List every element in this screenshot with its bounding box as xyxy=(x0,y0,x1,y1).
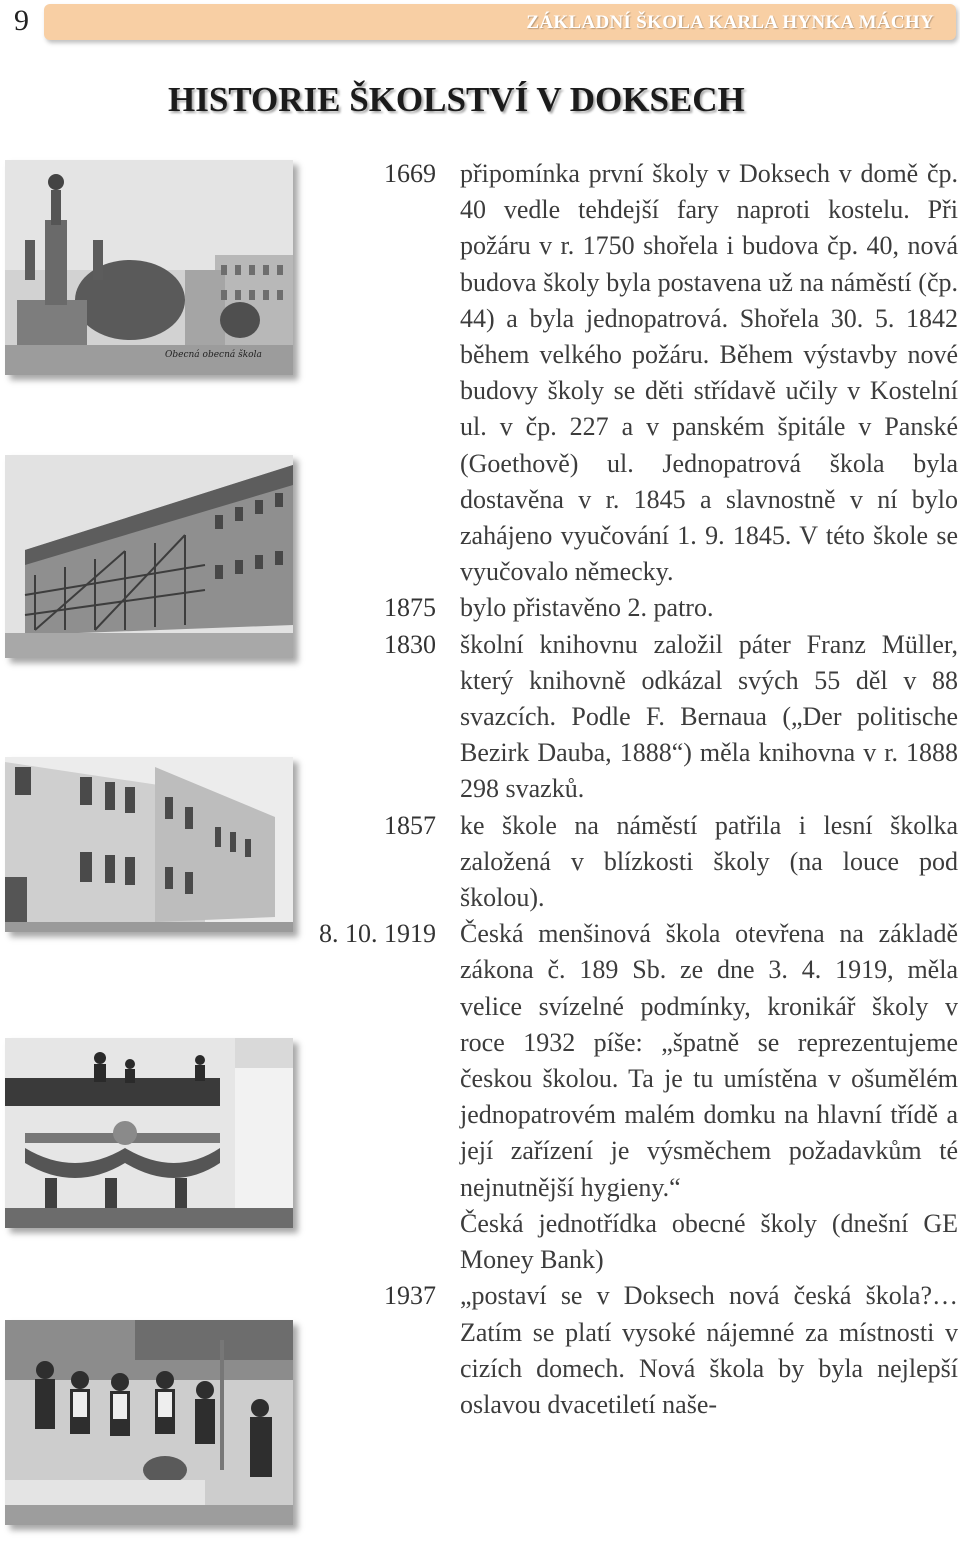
photo-school-street xyxy=(5,757,293,932)
entry-text: Česká menšinová škola otevřena na základě zákona č. 189 Sb. ze dne 3. 4. 1919, měla velice svízelné podmínky, kronikář školy v roce 1932 píše: „špatně se reprezentujeme českou školou. Ta je tu umístěna v ošumělém jednopatrovém malém domku na hlavní třídě a její zařízení je výsměchem požadavkům té nejnutnější hygieny.“ xyxy=(460,919,958,1202)
entry-year: 1875 xyxy=(384,593,436,623)
header-bar xyxy=(44,4,956,40)
entry-text: Česká jednotřídka obecné školy (dnešní GE Money Bank) xyxy=(460,1208,958,1275)
entry-text: ke škole na náměstí patřila i lesní školka založená v blízkosti školy (na louce pod školou). xyxy=(460,810,958,913)
history-timeline xyxy=(318,156,958,1423)
page-title: HISTORIE ŠKOLSTVÍ V DOKSECH xyxy=(168,80,745,119)
entry-text: připomínka první školy v Doksech v domě čp. 40 vedle tehdejší fary naproti kostelu. Při požáru v r. 1750 shořela i budova čp. 40, nová budova školy byla postavena už na náměstí (čp. 44) a byla jednopatrová. Shořela 30. 5. 1842 během velkého požáru. Během výstavby nové budovy školy se děti střídavě učily v Kostelní ul. v čp. 227 a v panském špitále v Panské (Goethově) ul. Jednopatrová škola byla dostavěna v r. 1845 a slavnostně v ní bylo zahájeno vyučování 1. 9. 1845. V této škole se vyučovalo německy. xyxy=(460,159,958,587)
entry-year: 1937 xyxy=(384,1281,436,1311)
photo-caption: Obecná obecná škola xyxy=(165,350,262,360)
page-number: 9 xyxy=(14,4,29,37)
entry-year: 1669 xyxy=(384,159,436,188)
entry-text: školní knihovnu založil páter Franz Müller, který knihovně odkázal svých 55 děl v 88 svazcích. Podle F. Bernaua („Der politische Bezirk Dauba, 1888“) měla knihovna v r. 1888 298 svazků. xyxy=(460,629,958,804)
timeline-entry xyxy=(318,627,958,808)
photo-festive-group xyxy=(5,1320,293,1525)
entry-year: 8. 10. 1919 xyxy=(319,919,436,949)
photo-decorated-building xyxy=(5,1038,293,1228)
timeline-entry xyxy=(318,808,958,917)
timeline-entry xyxy=(318,1206,958,1278)
entry-year xyxy=(318,1206,460,1278)
entry-year: 1830 xyxy=(384,629,436,659)
school-name: ZÁKLADNÍ ŠKOLA KARLA HYNKA MÁCHY xyxy=(526,12,934,33)
timeline-entry xyxy=(318,916,958,1206)
photo-town-square xyxy=(5,160,293,375)
timeline-entry xyxy=(318,156,958,590)
photo-scaffolding-building xyxy=(5,455,293,658)
entry-text: bylo přistavěno 2. patro. xyxy=(460,593,714,623)
timeline-entry xyxy=(318,1278,958,1423)
entry-year: 1857 xyxy=(384,810,436,840)
entry-text: „postaví se v Doksech nová česká škola?… Zatím se platí vysoké nájemné za místnosti v cizích domech. Nová škola by byla nejlepší oslavou dvacetiletí naše- xyxy=(460,1281,958,1419)
timeline-entry xyxy=(318,590,958,626)
